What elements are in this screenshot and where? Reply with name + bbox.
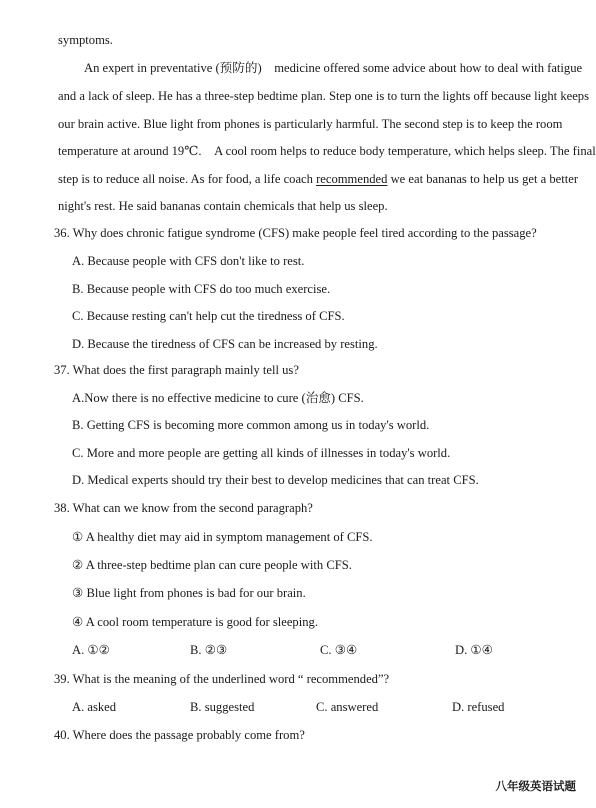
option-a: A. asked bbox=[72, 700, 117, 714]
option-d: D. ①④ bbox=[455, 643, 493, 657]
statement-1: ① A healthy diet may aid in symptom management of CFS. bbox=[72, 530, 373, 544]
option-c: C. ③④ bbox=[320, 643, 358, 657]
passage-line bbox=[58, 171, 578, 187]
option-a: A. Because people with CFS don't like to rest. bbox=[72, 254, 305, 268]
option-d: D. Medical experts should try their best to develop medicines that can treat CFS. bbox=[72, 473, 479, 487]
option-a: A. ①② bbox=[72, 643, 110, 657]
passage-line: and a lack of sleep. He has a three-step bedtime plan. Step one is to turn the lights off because light keeps bbox=[58, 89, 589, 103]
underlined-word: recommended bbox=[316, 172, 388, 186]
question-stem: 37. What does the first paragraph mainly tell us? bbox=[54, 363, 299, 377]
passage-line: symptoms. bbox=[58, 33, 113, 47]
statement-3: ③ Blue light from phones is bad for our brain. bbox=[72, 586, 306, 600]
passage-line: night's rest. He said bananas contain chemicals that help us sleep. bbox=[58, 199, 388, 213]
option-b: B. Getting CFS is becoming more common among us in today's world. bbox=[72, 418, 430, 432]
question-stem: 36. Why does chronic fatigue syndrome (CFS) make people feel tired according to the passage? bbox=[54, 226, 537, 240]
option-d: D. refused bbox=[452, 700, 505, 714]
statement-2: ② A three-step bedtime plan can cure people with CFS. bbox=[72, 558, 352, 572]
option-d: D. Because the tiredness of CFS can be increased by resting. bbox=[72, 337, 378, 351]
text-run: step is to reduce all noise. As for food, a life coach bbox=[58, 172, 317, 186]
text-run: we eat bananas to help us get a better bbox=[387, 172, 579, 186]
option-c: C. More and more people are getting all kinds of illnesses in today's world. bbox=[72, 446, 451, 460]
passage-line: temperature at around 19℃. A cool room helps to reduce body temperature, which helps sleep. The final bbox=[58, 144, 596, 158]
question-stem: 39. What is the meaning of the underlined word “ recommended”? bbox=[54, 672, 390, 686]
option-b: B. suggested bbox=[190, 700, 255, 714]
page-footer: 八年级英语试题 bbox=[495, 779, 576, 793]
option-b: B. ②③ bbox=[190, 643, 228, 657]
passage-line: our brain active. Blue light from phones is particularly harmful. The second step is to keep the room bbox=[58, 117, 563, 131]
passage-line: An expert in preventative (预防的) medicine offered some advice about how to deal with fatigue bbox=[84, 61, 583, 75]
question-stem: 40. Where does the passage probably come from? bbox=[54, 728, 305, 742]
option-c: C. answered bbox=[316, 700, 379, 714]
option-c: C. Because resting can't help cut the tiredness of CFS. bbox=[72, 309, 345, 323]
option-a: A.Now there is no effective medicine to cure (治愈) CFS. bbox=[72, 391, 364, 405]
statement-4: ④ A cool room temperature is good for sleeping. bbox=[72, 615, 318, 629]
question-stem: 38. What can we know from the second paragraph? bbox=[54, 501, 313, 515]
option-b: B. Because people with CFS do too much exercise. bbox=[72, 282, 331, 296]
